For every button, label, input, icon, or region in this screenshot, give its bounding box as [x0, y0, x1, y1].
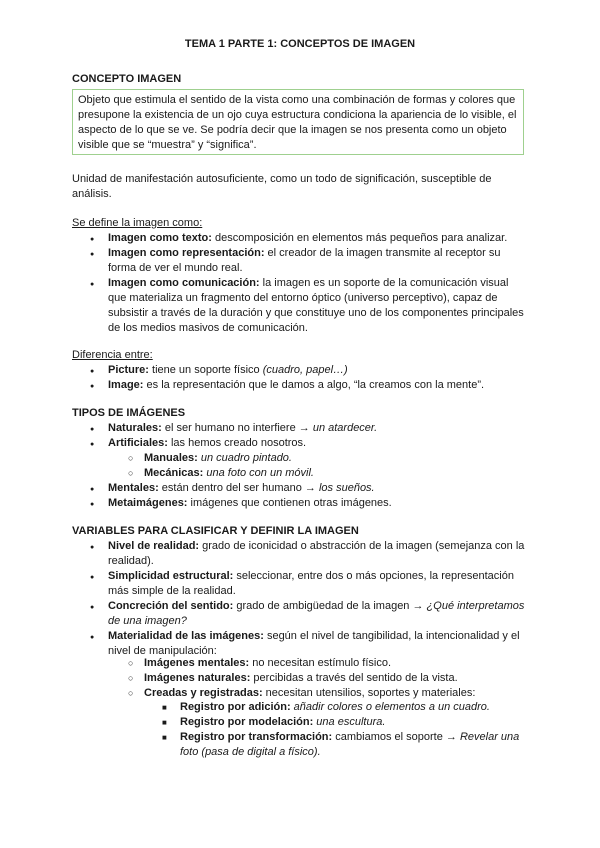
item-example: una foto con un móvil. — [203, 467, 314, 479]
item-example: (cuadro, papel…) — [262, 364, 348, 376]
list-item — [72, 276, 527, 336]
artificiales-sublist — [108, 451, 528, 481]
item-text: grado de iconicidad o abstracción de la imagen (semejanza con la realidad). — [108, 540, 525, 567]
definition-line: Objeto que estimula el sentido de la vista como una combinación de formas y colores que — [78, 94, 516, 106]
section-heading-tipos: TIPOS DE IMÁGENES — [72, 407, 186, 419]
definition-line: aspecto de lo que se ve. Se podría decir que la imagen se nos presenta como un objeto — [78, 124, 507, 136]
page-title: TEMA 1 PARTE 1: CONCEPTOS DE IMAGEN — [184, 38, 416, 50]
definition-box — [72, 89, 524, 155]
variables-list — [72, 539, 527, 659]
item-term: Imagen como representación: — [108, 247, 265, 259]
item-term: Registro por transformación: — [180, 731, 333, 743]
item-term: Picture: — [108, 364, 149, 376]
list-item — [72, 496, 527, 511]
item-example: un atardecer. — [312, 422, 378, 434]
list-item — [72, 378, 527, 393]
define-list — [72, 231, 527, 336]
item-term: Mecánicas: — [144, 467, 204, 479]
list-item — [144, 700, 529, 715]
list-item — [72, 231, 527, 246]
paragraph-line: análisis. — [72, 188, 112, 200]
item-text: descomposición en elementos más pequeños para analizar. — [211, 232, 508, 244]
item-term: Nivel de realidad: — [108, 540, 200, 552]
list-item — [144, 730, 529, 760]
item-text: la imagen es un soporte de la comunicación visual que materializa un fragmento del entorno óptico (universo perceptivo), capaz de subsistir a través de la duración y que constituye uno de los componentes principales de los medios masivos de comunicación. — [108, 277, 524, 334]
subheading-define: Se define la imagen como: — [72, 217, 203, 229]
item-text: las hemos creado nosotros. — [167, 437, 307, 449]
item-text: seleccionar, entre dos o más opciones, la representación más simple de la realidad. — [108, 570, 514, 597]
unidad-paragraph — [72, 172, 532, 202]
list-item — [144, 715, 529, 730]
paragraph-line: Unidad de manifestación autosuficiente, como un todo de significación, susceptible de — [72, 173, 492, 185]
item-term: Simplicidad estructural: — [108, 570, 234, 582]
list-item — [72, 629, 527, 659]
item-term: Registro por adición: — [180, 701, 291, 713]
definition-line: presupone la existencia de un ojo cuya estructura condiciona la apariencia de lo visible, el — [78, 109, 517, 121]
list-item — [72, 363, 527, 378]
diferencia-list — [72, 363, 527, 393]
item-text: no necesitan estímulo físico. — [249, 657, 392, 669]
list-item — [72, 421, 527, 436]
list-item — [108, 656, 528, 671]
item-text: están dentro del ser humano → — [158, 482, 319, 494]
item-term: Concreción del sentido: — [108, 600, 234, 612]
item-text: percibidas a través del sentido de la vista. — [250, 672, 458, 684]
list-item — [108, 671, 528, 686]
definition-line: visible que se “muestra” y “significa”. — [78, 139, 257, 151]
item-example: una escultura. — [313, 716, 386, 728]
section-heading-concepto: CONCEPTO IMAGEN — [72, 73, 182, 85]
list-item — [72, 246, 527, 276]
list-item — [72, 481, 527, 496]
list-item — [72, 539, 527, 569]
item-example: añadir colores o elementos a un cuadro. — [290, 701, 490, 713]
creadas-sublist — [144, 700, 529, 760]
list-item — [108, 466, 528, 481]
item-text: el creador de la imagen transmite al receptor su forma de ver el mundo real. — [108, 247, 501, 274]
item-example: un cuadro pintado. — [197, 452, 292, 464]
list-item — [108, 686, 528, 701]
item-term: Metaimágenes: — [108, 497, 188, 509]
tipos-list — [72, 421, 527, 451]
item-term: Naturales: — [108, 422, 162, 434]
subheading-diferencia: Diferencia entre: — [72, 349, 153, 361]
item-term: Registro por modelación: — [180, 716, 314, 728]
item-example: Revelar una foto (pasa de digital a físico). — [180, 731, 520, 758]
item-text: necesitan utensilios, soportes y materiales: — [262, 687, 476, 699]
item-example: los sueños. — [318, 482, 375, 494]
item-text: el ser humano no interfiere → — [161, 422, 313, 434]
item-text: cambiamos el soporte → — [332, 731, 460, 743]
item-term: Imágenes naturales: — [144, 672, 251, 684]
item-term: Manuales: — [144, 452, 198, 464]
list-item — [108, 451, 528, 466]
section-heading-variables: VARIABLES PARA CLASIFICAR Y DEFINIR LA IMAGEN — [72, 525, 359, 537]
list-item — [72, 436, 527, 451]
materialidad-sublist — [108, 656, 528, 701]
item-term: Imágenes mentales: — [144, 657, 250, 669]
item-term: Mentales: — [108, 482, 159, 494]
item-term: Imagen como comunicación: — [108, 277, 260, 289]
item-term: Imagen como texto: — [108, 232, 212, 244]
item-term: Image: — [108, 379, 144, 391]
item-text: según el nivel de tangibilidad, la intencionalidad y el nivel de manipulación: — [108, 630, 520, 657]
item-text: grado de ambigüedad de la imagen → — [233, 600, 427, 612]
item-example: ¿Qué interpretamos de una imagen? — [108, 600, 525, 627]
item-term: Artificiales: — [108, 437, 168, 449]
list-item — [72, 569, 527, 599]
list-item — [72, 599, 527, 629]
tipos-list-continued — [72, 481, 527, 511]
item-term: Creadas y registradas: — [144, 687, 263, 699]
item-text: imágenes que contienen otras imágenes. — [187, 497, 392, 509]
item-text: es la representación que le damos a algo, “la creamos con la mente”. — [143, 379, 485, 391]
item-text: tiene un soporte físico — [148, 364, 263, 376]
item-term: Materialidad de las imágenes: — [108, 630, 264, 642]
